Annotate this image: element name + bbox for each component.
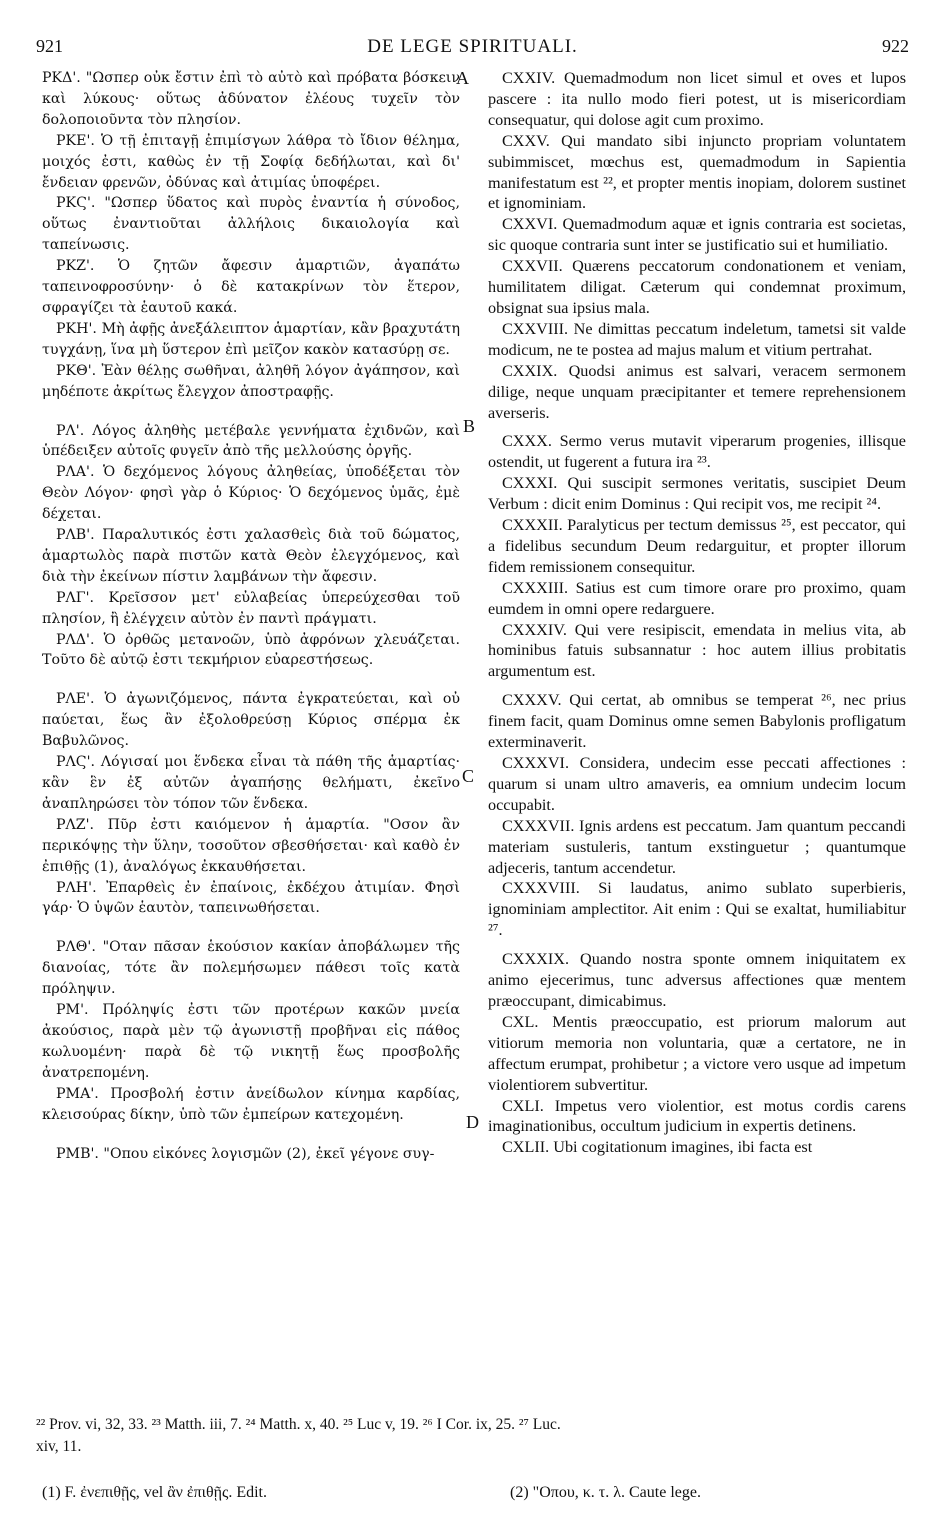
latin-chapter: CXXXI. Qui suscipit sermones veritatis, suscipiet Deum Verbum : dicit enim Dominus : Qui recipit vos, me recipit ²⁴.	[488, 474, 906, 514]
greek-chapter: ΡΛΘ'. "Οταν πᾶσαν ἑκούσιον κακίαν ἀποβάλωμεν τῆς διανοίας, τότε ἂν πολεμήσωμεν πάθεσι τοῖς κατὰ πρόληψιν.	[42, 939, 460, 998]
greek-chapter: ΡΛΔ'. Ὁ ὀρθῶς μετανοῶν, ὑπὸ ἀφρόνων χλευάζεται. Τοῦτο δὲ αὐτῷ ἐστι τεκμήριον εὐαρεστήσεως.	[42, 631, 460, 669]
running-title: DE LEGE SPIRITUALI.	[367, 36, 578, 57]
latin-chapter: CXXVIII. Ne dimittas peccatum indeletum, tametsi sit valde modicum, ne te postea ad majus malum et vitium pertrahat.	[488, 319, 906, 359]
latin-chapter: CXXXV. Qui certat, ab omnibus se temperat ²⁶, nec prius finem facit, quam Dominus omne semen Babylonis profligatum exterminaverit.	[488, 691, 906, 752]
latin-chapter: CXXXIV. Qui vere resipiscit, emendata in melius vita, ab hominibus fatuis subsannatur : hoc autem illius probitatis argumentum est.	[488, 620, 906, 681]
latin-chapter: CXXXIX. Quando nostra sponte omnem iniquitatem ex animo ejecerimus, tunc adversus affectiones quæ mentem præoccupant, dimicabimus.	[488, 950, 906, 1010]
latin-chapter: CXXX. Sermo verus mutavit viperarum progenies, illisque ostendit, ut fugerent a futura ira ²³.	[488, 432, 906, 472]
latin-column	[488, 68, 906, 1158]
page-header	[36, 36, 909, 62]
greek-chapter: ΡΚϚ'. "Ωσπερ ὕδατος καὶ πυρὸς ἐναντία ἡ σύνοδος, οὕτως ἐναντιοῦται ἀλλήλοις δικαιολογία καὶ ταπείνωσις.	[42, 195, 460, 254]
critical-note-left: (1) F. ἐνεπιθῇς, vel ἂν ἐπιθῇς. Edit.	[42, 1484, 267, 1501]
section-marker-c: C	[462, 766, 475, 786]
greek-chapter: ΡΚΕ'. Ὁ τῇ ἐπιταγῇ ἐπιμίσγων λάθρα τὸ ἴδιον θέλημα, μοιχός ἐστι, καθὼς ἐν τῇ Σοφίᾳ δεδήλωται, καὶ δι' ἔνδειαν φρενῶν, ὀδύνας καὶ ἀτιμίας ὑποφέρει.	[42, 132, 460, 191]
latin-chapter: CXXXIII. Satius est cum timore orare pro proximo, quam eumdem in omni opere redarguere.	[488, 578, 906, 618]
greek-chapter: ΡΜΑ'. Προσβολή ἐστιν ἀνείδωλον κίνημα καρδίας, κλεισούρας δίκην, ὑπὸ τῶν ἐμπείρων κατεχομένη.	[42, 1085, 460, 1123]
latin-chapter: CXXXVIII. Si laudatus, animo sublato superbieris, ignominiam amplectitor. Ait enim : Qui se exaltat, humiliabitur ²⁷.	[488, 879, 906, 940]
latin-chapter: CXXXVI. Considera, undecim esse peccati affectiones : quarum si unam ultro amaveris, ea omnium undecim locum occupabit.	[488, 754, 906, 814]
column-number-right: 922	[882, 36, 909, 56]
latin-chapter: CXXIV. Quemadmodum non licet simul et oves et lupos pascere : ita nullo modo fieri potest, ut is misericordiam consequatur, qui dolose agit cum proximo.	[488, 69, 906, 129]
latin-chapter: CXXVII. Quærens peccatorum condonationem et veniam, humilitatem diligat. Cæterum qui condemnat proximum, obsignat sua ipsius mala.	[488, 257, 906, 317]
greek-chapter: ΡΚΘ'. Ἐὰν θέλῃς σωθῆναι, ἀληθῆ λόγον ἀγάπησον, καὶ μηδέποτε ἀκρίτως ἔλεγχον ἀποστραφῇς.	[42, 362, 460, 400]
greek-chapter: ΡΛΒ'. Παραλυτικός ἐστι χαλασθεὶς διὰ τοῦ δώματος, ἁμαρτωλὸς παρὰ πιστῶν κατὰ Θεὸν ἐλεγχόμενος, καὶ διὰ τὴν ἐκείνων πίστιν λαμβάνων τὴν ἄφεσιν.	[42, 527, 460, 585]
greek-chapter: ΡΛΑ'. Ὁ δεχόμενος λόγους ἀληθείας, ὑποδέξεται τὸν Θεὸν Λόγον· φησὶ γὰρ ὁ Κύριος· Ὁ δεχόμενος ὑμᾶς, ἐμὲ δέχεται.	[42, 464, 460, 523]
greek-chapter: ΡΛ'. Λόγος ἀληθὴς μετέβαλε γεννήματα ἐχιδνῶν, καὶ ὑπέδειξεν αὐτοῖς φυγεῖν ἀπὸ τῆς μελλούσης ὀργῆς.	[42, 422, 460, 460]
greek-chapter: ΡΛΓ'. Κρεῖσσον μετ' εὐλαβείας ὑπερεύχεσθαι τοῦ πλησίον, ἢ ἐλέγχειν αὐτὸν ἐν παντὶ πράγματι.	[42, 589, 460, 627]
column-number-left: 921	[36, 36, 63, 56]
latin-chapter: CXXV. Qui mandato sibi injuncto propriam voluntatem subimmiscet, mœchus est, quemadmodum in Sapientia manifestatum est ²², et propter mentis inopiam, dolorem sustinet et ignominiam.	[488, 131, 906, 213]
footnotes	[36, 1414, 909, 1458]
greek-chapter: ΡΛΗ'. Ἐπαρθεὶς ἐν ἐπαίνοις, ἐκδέχου ἀτιμίαν. Φησὶ γάρ· Ὁ ὑψῶν ἑαυτὸν, ταπεινωθήσεται.	[42, 879, 460, 917]
greek-chapter: ΡΛΖ'. Πῦρ ἐστι καιόμενον ἡ ἁμαρτία. "Οσον ἂν περικόψῃς τὴν ὕλην, τοσοῦτον σβεσθήσεται· καὶ καθὸ ἐν ἐπιθῇς (1), ἀναλόγως ἐκκαυθήσεται.	[42, 816, 460, 875]
critical-note-right: (2) "Οπου, κ. τ. λ. Caute lege.	[510, 1484, 701, 1501]
latin-chapter: CXXIX. Quodsi animus est salvari, veracem sermonem dilige, neque unquam præcipitanter et temere reprehensionem averseris.	[488, 361, 906, 422]
section-marker-b: B	[463, 416, 476, 436]
latin-chapter: CXLII. Ubi cogitationum imagines, ibi facta est	[502, 1138, 813, 1157]
section-marker-d: D	[466, 1112, 479, 1132]
greek-chapter: ΡΜ'. Πρόληψίς ἐστι τῶν προτέρων κακῶν μνεία ἀκούσιος, παρὰ μὲν τῷ ἀγωνιστῇ προβῆναι εἰς πάθος κωλυομένη· παρὰ δὲ τῷ νικητῇ ἕως προσβολῆς ἀνατρεπομένη.	[42, 1002, 460, 1081]
footnote-line: xiv, 11.	[36, 1438, 82, 1455]
section-marker-a: A	[456, 68, 469, 88]
greek-chapter: ΡΛΕ'. Ὁ ἀγωνιζόμενος, πάντα ἐγκρατεύεται, καὶ οὐ παύεται, ἕως ἂν ἐξολοθρεύσῃ Κύριος σπέρμα ἐκ Βαβυλῶνος.	[42, 691, 460, 750]
greek-chapter: ΡΛϚ'. Λόγισαί μοι ἕνδεκα εἶναι τὰ πάθη τῆς ἁμαρτίας· κἂν ἓν ἐξ αὐτῶν ἀγαπήσῃς θελήματι, ἐκεῖνο ἀναπληρώσει τὸν τόπον τῶν ἕνδεκα.	[42, 754, 460, 812]
greek-column	[42, 68, 460, 1164]
latin-chapter: CXXVI. Quemadmodum aquæ et ignis contraria est societas, sic quoque contraria sunt inter se justificatio sui et humiliatio.	[488, 215, 906, 255]
greek-chapter: ΡΚΖ'. Ὁ ζητῶν ἄφεσιν ἁμαρτιῶν, ἀγαπάτω ταπεινοφροσύνην· ὁ δὲ κατακρίνων τὸν ἕτερον, σφραγίζει τὰ ἑαυτοῦ κακά.	[42, 258, 460, 316]
greek-chapter: ΡΚΔ'. "Ωσπερ οὐκ ἔστιν ἐπὶ τὸ αὐτὸ καὶ πρόβατα βόσκειν καὶ λύκους· οὕτως ἀδύνατον ἐλέους τυχεῖν τὸν δολοποιοῦντα τὸν πλησίον.	[42, 70, 460, 128]
latin-chapter: CXXXII. Paralyticus per tectum demissus ²⁵, est peccator, qui a fidelibus secundum Deum redarguitur, et propter illorum fidem remissionem consequitur.	[488, 516, 906, 576]
footnote-line: ²² Prov. vi, 32, 33. ²³ Matth. iii, 7. ²⁴ Matth. x, 40. ²⁵ Luc v, 19. ²⁶ I Cor. ix, 25. ²⁷ Luc.	[36, 1416, 561, 1433]
latin-chapter: CXLI. Impetus vero violentior, est motus cordis carens imaginationibus, occultum judicium in expertis detinens.	[488, 1096, 906, 1136]
latin-chapter: CXXXVII. Ignis ardens est peccatum. Jam quantum peccandi materiam sustuleris, tantum exstinguetur ; quantumque adjeceris, tantum accendetur.	[488, 816, 906, 877]
greek-chapter: ΡΚΗ'. Μὴ ἀφῇς ἀνεξάλειπτον ἁμαρτίαν, κἂν βραχυτάτη τυγχάνῃ, ἵνα μὴ ὕστερον ἐπὶ μεῖζον κακὸν κατασύρῃ σε.	[42, 320, 460, 358]
greek-chapter: ΡΜΒ'. "Οπου εἰκόνες λογισμῶν (2), ἐκεῖ γέγονε συγ-	[56, 1145, 435, 1162]
latin-chapter: CXL. Mentis præoccupatio, est priorum malorum aut vitiorum memoria non voluntaria, quæ a certatore, ne in affectum erumpat, prohibetur ; a victore vero usque ad impetum violentiorem subvertitur.	[488, 1012, 906, 1094]
